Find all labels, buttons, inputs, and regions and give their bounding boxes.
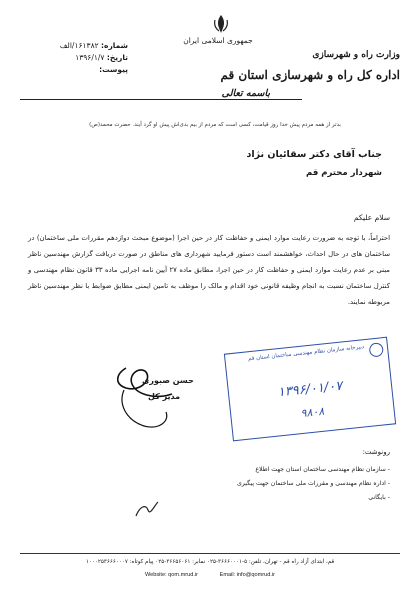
received-stamp <box>224 337 396 442</box>
footer-website: Website: qom.mrud.ir <box>144 572 199 578</box>
cc-item: - اداره نظام مهندسی و مقررات ملی ساختمان جهت پیگیری <box>236 480 390 487</box>
cc-title: رونوشت: <box>362 448 390 456</box>
iran-emblem-icon <box>213 14 229 34</box>
footer-divider <box>20 553 400 554</box>
cc-list <box>237 463 390 505</box>
attachment-label: پیوست: <box>99 65 128 74</box>
republic-title: جمهوری اسلامی ایران <box>183 36 253 45</box>
header-divider <box>20 99 302 100</box>
basmala: باسمه تعالی <box>221 88 270 99</box>
stamp-header: دبیرخانه سازمان نظام مهندسی ساختمان استان قم <box>247 344 365 363</box>
addressee-title: شهردار محترم قم <box>306 168 382 178</box>
office-title: اداره کل راه و شهرسازی استان قم <box>220 68 400 82</box>
attachment-row <box>18 64 128 76</box>
date-value: ۱۳۹۶/۱/۷ <box>75 53 105 62</box>
letter-meta <box>18 40 128 76</box>
cc-item: - بایگانی <box>368 494 390 501</box>
signer-name: حسن صبوری <box>142 376 194 385</box>
hadith-quote: بدتر از همه مردم پیش خدا روز قیامت، کسی است که مردم از بیم بدی‌اش پیش او گرد آیند. حضرت محمد(ص) <box>89 122 341 128</box>
signer-title: مدیر کل <box>148 392 181 401</box>
initials-scribble-icon <box>132 498 162 522</box>
number-row <box>18 40 128 52</box>
number-label: شماره: <box>101 41 128 50</box>
ministry-title: وزارت راه و شهرسازی <box>312 50 400 60</box>
stamp-number: ۹۸۰۸ <box>300 404 325 421</box>
greeting: سلام علیکم <box>353 213 390 222</box>
footer-contacts <box>26 572 394 578</box>
cc-item: - سازمان نظام مهندسی ساختمان استان جهت اطلاع <box>255 466 390 473</box>
letter-body: احتراماً، با توجه به ضرورت رعایت موارد ایمنی و حفاظت کار در حین اجرا (موضوع مبحث دوازدهم مقررات ملی ساختمان) در ساختمان های در حال احداث، خواهشمند است دستور فرمایید شهرداری های مناطق در صورت دریافت گزارش مهندسین ناظر مبنی بر عدم رعایت موارد ایمنی و حفاظت کار در حین اجرا، مطابق ماده ۲۷ آیین نامه اجرایی ماده ۳۳ قانون نظام مهندسی و کنترل ساختمان نسبت به انجام وظیفه قانونی خود اقدام و مالک را موظف به تامین ایمنی مطابق ضوابط با نظر مهندسین ناظر مربوطه نمایند. <box>28 234 390 306</box>
addressee-name: جناب آقای دکتر سقائیان نژاد <box>246 149 382 160</box>
footer-address: قم، ابتدای آزاد راه قم - تهران، تلفن: ۵-۳۶۶۶۰۰۰۱-۰۲۵ نمابر: ۳۶۶۵۶۰۶۱-۰۲۵ پیام کوتاه: ۱۰۰۰۲۵۳۶۶۶۰۰۰۷ <box>85 559 335 565</box>
stamp-date: ۱۳۹۶/۰۱/۰۷ <box>277 378 343 401</box>
footer-email: Email: info@qomrud.ir <box>219 572 276 578</box>
number-value: ۱۶۱۳۸۲/الف <box>59 41 99 50</box>
date-label: تاریخ: <box>106 53 128 62</box>
signature-icon <box>96 360 196 440</box>
date-row <box>18 52 128 64</box>
